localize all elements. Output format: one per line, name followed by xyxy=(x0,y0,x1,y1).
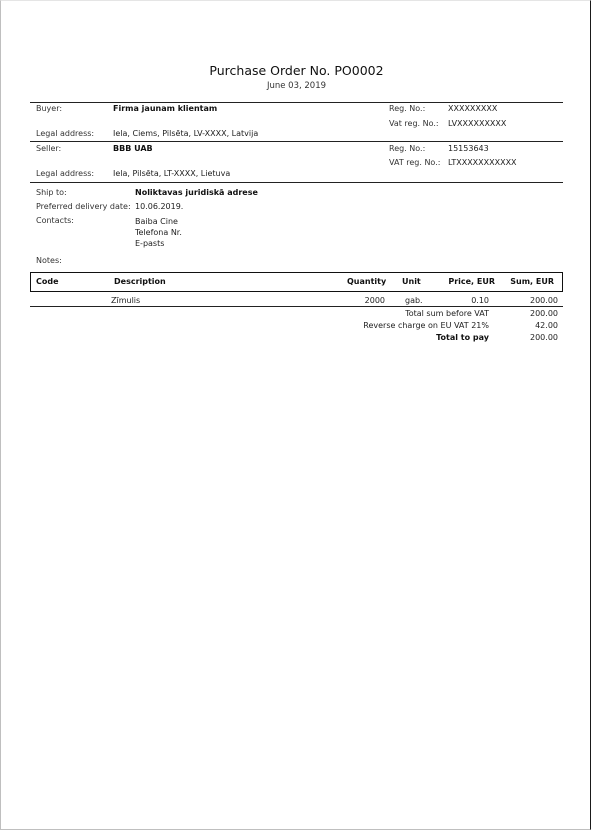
column-header-code: Code xyxy=(36,277,59,286)
seller-address: Iela, Pilsēta, LT-XXXX, Lietuva xyxy=(113,169,231,178)
contact-email: E-pasts xyxy=(135,239,165,248)
notes-label: Notes: xyxy=(36,256,62,265)
ship-to-value: Noliktavas juridiskā adrese xyxy=(135,188,258,197)
seller-address-label: Legal address: xyxy=(36,169,95,178)
column-header-description: Description xyxy=(114,277,166,286)
divider xyxy=(30,182,563,183)
column-header-unit: Unit xyxy=(402,277,421,286)
contact-name: Baiba Cine xyxy=(135,217,178,226)
contacts-label: Contacts: xyxy=(36,216,74,225)
reverse-charge-label: Reverse charge on EU VAT 21% xyxy=(363,321,489,330)
seller-label: Seller: xyxy=(36,144,62,153)
items-table-header xyxy=(30,272,563,292)
seller-name: BBB UAB xyxy=(113,144,153,153)
seller-vat-value: LTXXXXXXXXXXX xyxy=(448,158,517,167)
buyer-address: Iela, Ciems, Pilsēta, LV-XXXX, Latvija xyxy=(113,129,259,138)
column-header-sum: Sum, EUR xyxy=(510,277,554,286)
buyer-name: Firma jaunam klientam xyxy=(113,104,218,113)
seller-vat-label: VAT reg. No.: xyxy=(389,158,441,167)
divider xyxy=(30,102,563,103)
divider xyxy=(30,141,563,142)
buyer-address-label: Legal address: xyxy=(36,129,95,138)
column-header-price: Price, EUR xyxy=(448,277,495,286)
ship-to-label: Ship to: xyxy=(36,188,67,197)
buyer-label: Buyer: xyxy=(36,104,63,113)
seller-reg-value: 15153643 xyxy=(448,144,489,153)
column-header-quantity: Quantity xyxy=(347,277,387,286)
document-date: June 03, 2019 xyxy=(266,81,327,91)
cell-description: Zīmulis xyxy=(111,296,141,305)
cell-quantity: 2000 xyxy=(364,296,385,305)
cell-price: 0.10 xyxy=(471,296,489,305)
total-before-vat-value: 200.00 xyxy=(530,309,558,318)
buyer-reg-value: XXXXXXXXX xyxy=(448,104,498,113)
contact-phone: Telefona Nr. xyxy=(135,228,182,237)
cell-sum: 200.00 xyxy=(530,296,558,305)
seller-reg-label: Reg. No.: xyxy=(389,144,426,153)
total-to-pay-label: Total to pay xyxy=(436,333,489,342)
buyer-reg-label: Reg. No.: xyxy=(389,104,426,113)
total-before-vat-label: Total sum before VAT xyxy=(405,309,489,318)
divider xyxy=(30,306,563,307)
delivery-date-value: 10.06.2019. xyxy=(135,202,184,211)
buyer-vat-label: Vat reg. No.: xyxy=(389,119,439,128)
cell-unit: gab. xyxy=(405,296,423,305)
total-to-pay-value: 200.00 xyxy=(530,333,558,342)
delivery-date-label: Preferred delivery date: xyxy=(36,202,131,211)
document-title: Purchase Order No. PO0002 xyxy=(209,63,384,78)
reverse-charge-value: 42.00 xyxy=(535,321,558,330)
buyer-vat-value: LVXXXXXXXXX xyxy=(448,119,507,128)
